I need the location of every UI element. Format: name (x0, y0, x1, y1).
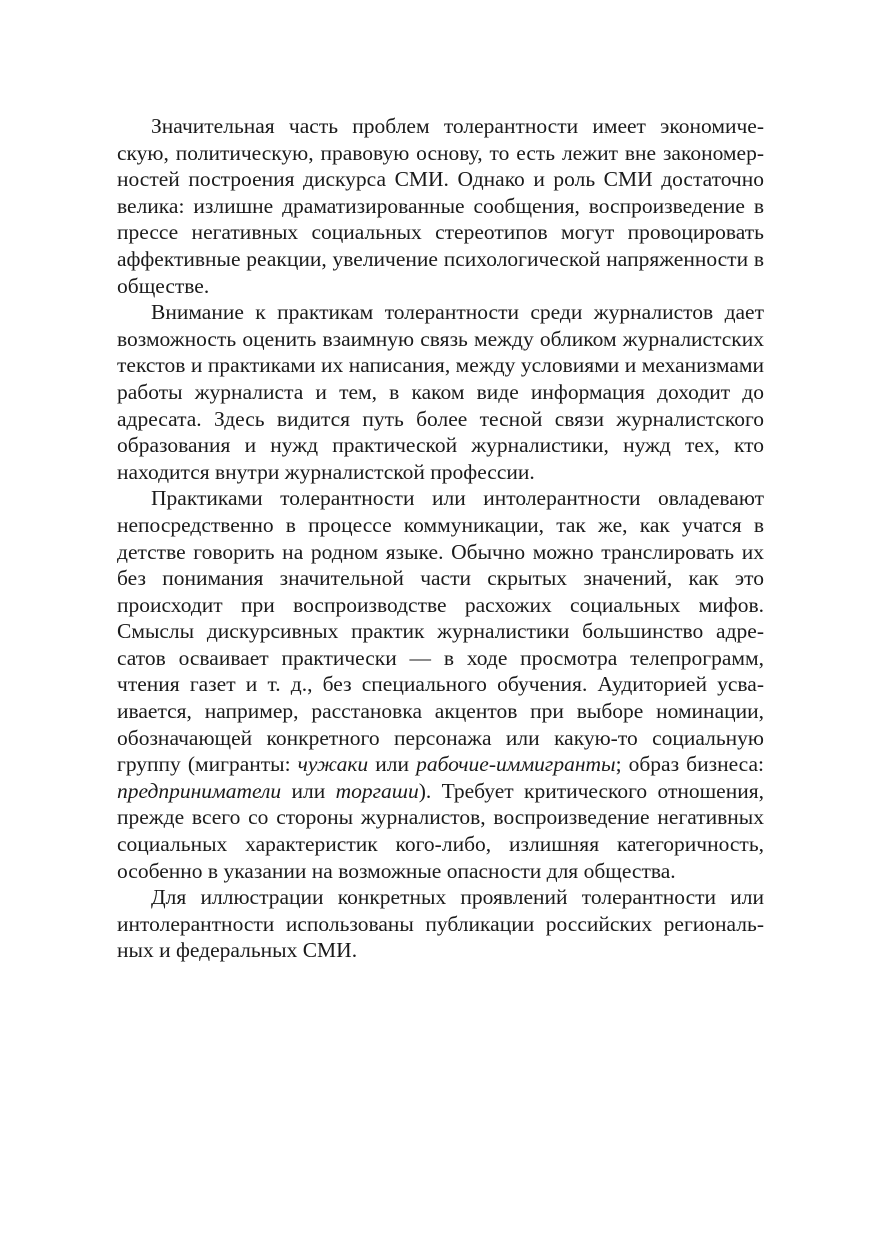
text-segment: Внимание к практикам толерантности среди журналистов дает возможность оценить взаимную связь между обликом журналистских текстов и практиками их написания, между условиями и механизмами работы журналиста и тем, в каком виде информация доходит до адресата. Здесь видится путь более тесной связи журналистского образования и нужд практической журналистики, нужд тех, кто находится внутри журналистской профессии. (117, 300, 764, 484)
text-segment: или (281, 778, 336, 803)
text-segment: или (368, 752, 417, 777)
document-page (117, 113, 764, 964)
paragraph (117, 299, 764, 485)
italic-term: торгаши (335, 778, 419, 803)
italic-term: чужаки (297, 752, 369, 777)
paragraph (117, 113, 764, 299)
text-segment: ). Требует критического отношения, прежде всего со стороны журналистов, воспроизведение негативных социальных характеристик кого-либо, излишняя категоричность, особенно в указании на возможные опасности для общества. (117, 778, 764, 883)
text-segment: ; образ бизнеса: (615, 752, 764, 777)
italic-term: предприниматели (117, 778, 282, 803)
text-segment: Практиками толерантности или интолерантности овладевают непосредственно в процессе коммуникации, так же, как учатся в детстве говорить на родном языке. Обычно можно транслировать их без понимания значительной части скрытых значений, как это происходит при воспроизводстве расхожих социальных мифов. Смыслы дискурсивных практик журналистики большинство адресатов осваивает практически — в ходе просмотра телепрограмм, чтения газет и т. д., без специального обучения. Аудиторией усваивается, например, расстановка акцентов при выборе номинации, обозначающей конкретного персонажа или какую-то социальную группу (мигранты: (117, 486, 764, 777)
paragraph (117, 884, 764, 964)
text-segment: Значительная часть проблем толерантности имеет экономическую, политическую, правовую основу, то есть лежит вне закономерностей построения дискурса СМИ. Однако и роль СМИ достаточно велика: излишне драматизированные сообщения, воспроизведение в прессе негативных социальных стереотипов могут провоцировать аффективные реакции, увеличение психологической напряженности в обществе. (117, 114, 764, 298)
italic-term: рабочие-иммигранты (416, 752, 616, 777)
paragraph (117, 485, 764, 884)
text-segment: Для иллюстрации конкретных проявлений толерантности или интолерантности использованы публикации российских региональных и федеральных СМИ. (117, 885, 764, 963)
